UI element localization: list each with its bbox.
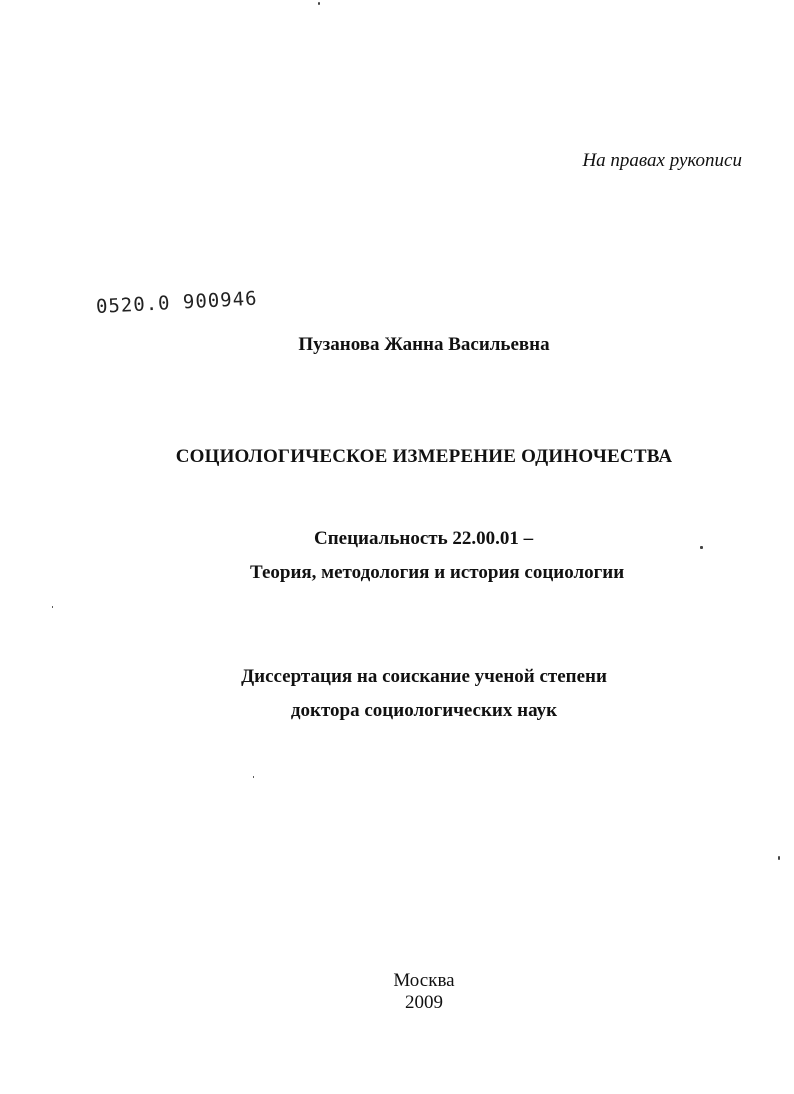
author-name: Пузанова Жанна Васильевна: [298, 334, 550, 355]
scan-speck: [700, 546, 703, 549]
rights-note: На правах рукописи: [582, 150, 742, 171]
specialty-name: Теория, методология и история социологии: [250, 562, 625, 583]
thesis-title: СОЦИОЛОГИЧЕСКОЕ ИЗМЕРЕНИЕ ОДИНОЧЕСТВА: [175, 446, 673, 467]
scan-speck: [253, 776, 254, 778]
scan-speck: [318, 2, 320, 5]
degree-line-1: Диссертация на соискание ученой степени: [241, 666, 607, 687]
city: Москва: [393, 970, 455, 991]
specialty-code: Специальность 22.00.01 –: [314, 528, 534, 549]
scan-speck: [778, 856, 780, 860]
scan-speck: [52, 606, 53, 608]
library-stamp: 0520.0 900946: [95, 287, 259, 318]
year: 2009: [405, 992, 443, 1013]
degree-line-2: доктора социологических наук: [290, 700, 558, 721]
